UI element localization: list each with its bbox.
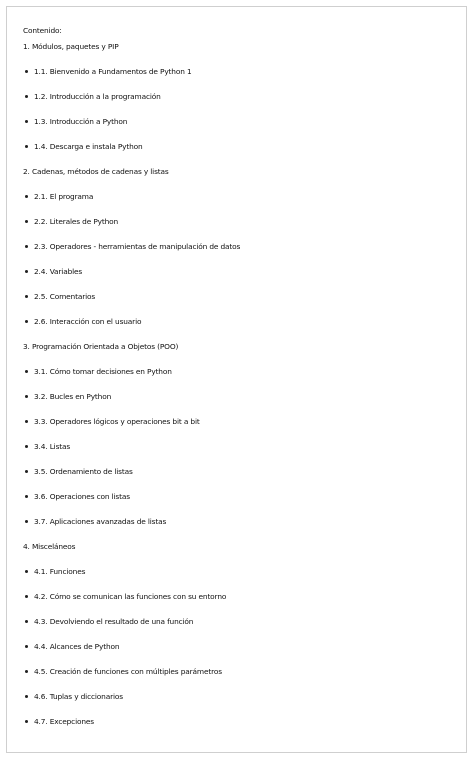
bullet-icon	[25, 595, 28, 598]
list-item-label: 4.4. Alcances de Python	[34, 642, 120, 651]
bullet-icon	[25, 670, 28, 673]
list-item	[23, 268, 453, 293]
bullet-icon	[25, 70, 28, 73]
bullet-icon	[25, 695, 28, 698]
list-item	[23, 468, 453, 493]
list-item	[23, 593, 453, 618]
list-item	[23, 368, 453, 393]
list-item-label: 3.2. Bucles en Python	[34, 392, 112, 401]
list-item-label: 4.6. Tuplas y diccionarios	[34, 692, 123, 701]
list-item-label: 2.4. Variables	[34, 267, 83, 276]
bullet-icon	[25, 270, 28, 273]
list-item	[23, 668, 453, 693]
list-item-label: 4.7. Excepciones	[34, 717, 94, 726]
list-item-label: 3.4. Listas	[34, 442, 71, 451]
bullet-icon	[25, 445, 28, 448]
section-heading-2: 2. Cadenas, métodos de cadenas y listas	[23, 167, 169, 176]
list-item-label: 3.1. Cómo tomar decisiones en Python	[34, 367, 172, 376]
table-of-contents	[23, 27, 453, 743]
list-item	[23, 718, 453, 743]
list-item-label: 2.6. Interacción con el usuario	[34, 317, 142, 326]
list-item	[23, 393, 453, 418]
list-item	[23, 118, 453, 143]
list-item-label: 1.2. Introducción a la programación	[34, 92, 161, 101]
list-item-label: 2.2. Literales de Python	[34, 217, 119, 226]
bullet-icon	[25, 95, 28, 98]
list-item	[23, 493, 453, 518]
list-item-label: 1.4. Descarga e instala Python	[34, 142, 143, 151]
bullet-icon	[25, 520, 28, 523]
section-heading-1: 1. Módulos, paquetes y PIP	[23, 42, 119, 51]
list-item-label: 3.6. Operaciones con listas	[34, 492, 130, 501]
list-item-label: 3.3. Operadores lógicos y operaciones bit a bit	[34, 417, 200, 426]
bullet-icon	[25, 295, 28, 298]
list-item	[23, 243, 453, 268]
list-item-label: 1.3. Introducción a Python	[34, 117, 128, 126]
bullet-icon	[25, 120, 28, 123]
list-item-label: 4.2. Cómo se comunican las funciones con su entorno	[34, 592, 227, 601]
bullet-icon	[25, 570, 28, 573]
list-item	[23, 418, 453, 443]
list-item-label: 4.5. Creación de funciones con múltiples parámetros	[34, 667, 222, 676]
list-item	[23, 293, 453, 318]
list-item	[23, 443, 453, 468]
list-item-label: 4.1. Funciones	[34, 567, 86, 576]
bullet-icon	[25, 395, 28, 398]
list-item-label: 4.3. Devolviendo el resultado de una función	[34, 617, 194, 626]
section-heading-4: 4. Misceláneos	[23, 542, 76, 551]
list-item-label: 2.1. El programa	[34, 192, 94, 201]
list-item	[23, 568, 453, 593]
list-item-label: 3.5. Ordenamiento de listas	[34, 467, 133, 476]
bullet-icon	[25, 645, 28, 648]
list-item	[23, 143, 453, 168]
bullet-icon	[25, 245, 28, 248]
bullet-icon	[25, 320, 28, 323]
bullet-icon	[25, 720, 28, 723]
bullet-icon	[25, 420, 28, 423]
list-item	[23, 318, 453, 343]
bullet-icon	[25, 620, 28, 623]
list-item	[23, 518, 453, 543]
bullet-icon	[25, 495, 28, 498]
list-item	[23, 643, 453, 668]
list-item	[23, 193, 453, 218]
bullet-icon	[25, 220, 28, 223]
list-item	[23, 218, 453, 243]
list-item-label: 2.3. Operadores - herramientas de manipulación de datos	[34, 242, 241, 251]
contents-heading: Contenido:	[23, 26, 62, 35]
bullet-icon	[25, 470, 28, 473]
list-item-label: 3.7. Aplicaciones avanzadas de listas	[34, 517, 167, 526]
list-item	[23, 93, 453, 118]
list-item	[23, 68, 453, 93]
list-item-label: 1.1. Bienvenido a Fundamentos de Python 1	[34, 67, 192, 76]
bullet-icon	[25, 145, 28, 148]
bullet-icon	[25, 195, 28, 198]
list-item	[23, 693, 453, 718]
bullet-icon	[25, 370, 28, 373]
list-item	[23, 618, 453, 643]
list-item-label: 2.5. Comentarios	[34, 292, 96, 301]
section-heading-3: 3. Programación Orientada a Objetos (POO)	[23, 342, 179, 351]
